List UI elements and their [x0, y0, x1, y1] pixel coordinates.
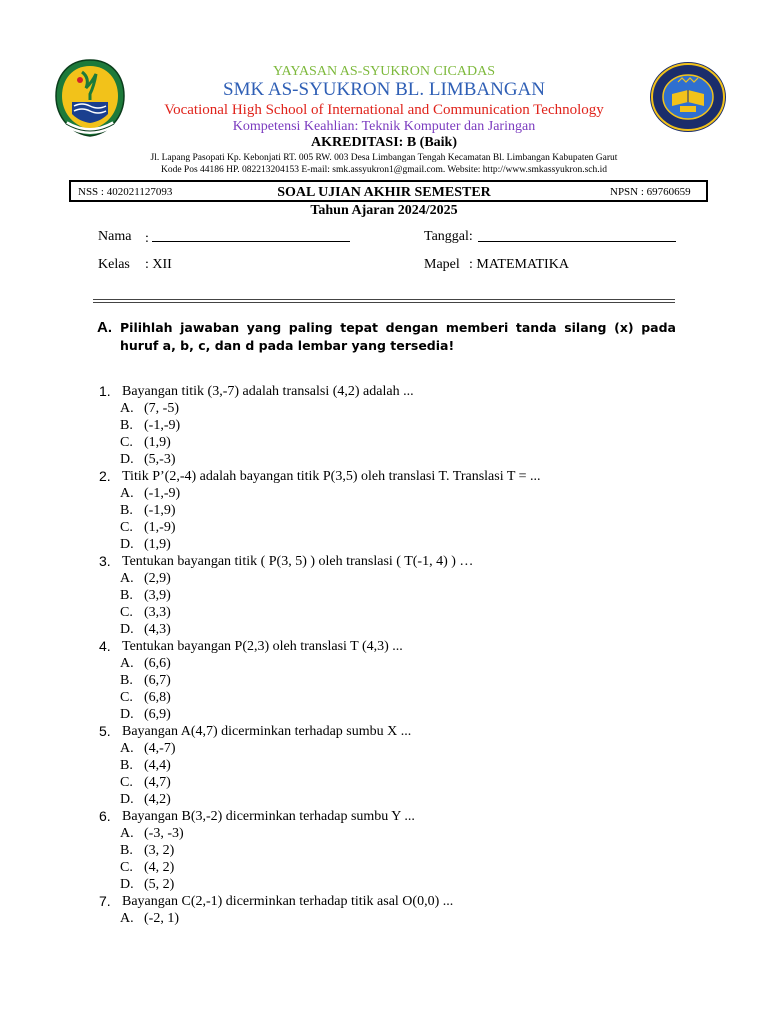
question-1: [0, 383, 768, 468]
option-text: (7, -5): [144, 401, 179, 416]
option-text: (1,9): [144, 435, 171, 450]
answer-option[interactable]: [0, 876, 768, 893]
answer-option[interactable]: [0, 774, 768, 791]
option-text: (6,8): [144, 690, 171, 705]
option-letter: A.: [120, 911, 134, 926]
answer-option[interactable]: [0, 689, 768, 706]
answer-option[interactable]: [0, 655, 768, 672]
question-number: 1.: [99, 383, 111, 399]
option-text: (4,4): [144, 758, 171, 773]
answer-option[interactable]: [0, 570, 768, 587]
answer-option[interactable]: [0, 842, 768, 859]
option-text: (4,3): [144, 622, 171, 637]
nama-colon: :: [145, 231, 153, 246]
option-letter: B.: [120, 673, 133, 688]
answer-option[interactable]: [0, 740, 768, 757]
answer-option[interactable]: [0, 485, 768, 502]
option-text: (4, 2): [144, 860, 175, 875]
answer-option[interactable]: [0, 434, 768, 451]
question-number: 7.: [99, 893, 111, 909]
option-text: (1,9): [144, 537, 171, 552]
option-text: (3, 2): [144, 843, 175, 858]
question-text: Tentukan bayangan titik ( P(3, 5) ) oleh translasi ( T(-1, 4) ) …: [122, 554, 474, 569]
option-text: (-2, 1): [144, 911, 179, 926]
option-letter: B.: [120, 843, 133, 858]
tanggal-label: Tanggal:: [424, 229, 473, 244]
mapel-label: Mapel: [424, 257, 460, 272]
question-number: 3.: [99, 553, 111, 569]
option-text: (3,3): [144, 605, 171, 620]
option-text: (1,-9): [144, 520, 176, 535]
vocational-subtitle: Vocational High School of International and Communication Technology: [164, 102, 604, 118]
mapel-value: : MATEMATIKA: [469, 257, 569, 272]
question-text: Bayangan C(2,-1) dicerminkan terhadap titik asal O(0,0) ...: [122, 894, 454, 909]
section-instruction: Pilihlah jawaban yang paling tepat dengan memberi tanda silang (x) pada huruf a, b, c, dan d pada lembar yang tersedia!: [120, 320, 676, 353]
nama-label: Nama: [98, 229, 132, 244]
answer-option[interactable]: [0, 451, 768, 468]
section-letter: A.: [97, 319, 112, 336]
option-letter: C.: [120, 435, 133, 450]
answer-option[interactable]: [0, 417, 768, 434]
option-text: (5,-3): [144, 452, 176, 467]
option-letter: C.: [120, 605, 133, 620]
question-5: [0, 723, 768, 808]
answer-option[interactable]: [0, 672, 768, 689]
option-letter: C.: [120, 690, 133, 705]
question-number: 4.: [99, 638, 111, 654]
answer-option[interactable]: [0, 791, 768, 808]
option-letter: C.: [120, 860, 133, 875]
option-letter: A.: [120, 571, 134, 586]
nss-number: NSS : 402021127093: [78, 186, 173, 198]
option-text: (6,6): [144, 656, 171, 671]
academic-year: Tahun Ajaran 2024/2025: [310, 203, 458, 218]
question-text: Bayangan titik (3,-7) adalah transalsi (4,2) adalah ...: [122, 384, 414, 399]
npsn-number: NPSN : 69760659: [610, 186, 691, 198]
accreditation-line: AKREDITASI: B (Baik): [311, 135, 457, 150]
competency-line: Kompetensi Keahlian: Teknik Komputer dan Jaringan: [232, 119, 536, 134]
question-3: [0, 553, 768, 638]
option-text: (-1,9): [144, 503, 176, 518]
question-2: [0, 468, 768, 553]
question-list: [0, 383, 768, 927]
option-letter: B.: [120, 418, 133, 433]
option-letter: A.: [120, 741, 134, 756]
question-number: 2.: [99, 468, 111, 484]
option-letter: D.: [120, 622, 134, 637]
answer-option[interactable]: [0, 519, 768, 536]
option-letter: D.: [120, 452, 134, 467]
option-text: (4,7): [144, 775, 171, 790]
option-letter: C.: [120, 520, 133, 535]
answer-option[interactable]: [0, 757, 768, 774]
question-4: [0, 638, 768, 723]
nama-field[interactable]: [145, 229, 350, 247]
foundation-name: YAYASAN AS-SYUKRON CICADAS: [273, 64, 495, 79]
option-text: (4,-7): [144, 741, 176, 756]
question-6: [0, 808, 768, 893]
option-letter: C.: [120, 775, 133, 790]
address-line-1: Jl. Lapang Pasopati Kp. Kebonjati RT. 005 RW. 003 Desa Limbangan Tengah Kecamatan Bl. Limbangan Kabupaten Garut: [150, 153, 618, 163]
option-text: (5, 2): [144, 877, 175, 892]
option-letter: A.: [120, 401, 134, 416]
question-text: Titik P’(2,-4) adalah bayangan titik P(3,5) oleh translasi T. Translasi T = ...: [122, 469, 541, 484]
answer-option[interactable]: [0, 400, 768, 417]
answer-option[interactable]: [0, 910, 768, 927]
option-letter: B.: [120, 503, 133, 518]
tanggal-blank-line: [478, 229, 676, 242]
answer-option[interactable]: [0, 706, 768, 723]
option-letter: B.: [120, 758, 133, 773]
option-text: (3,9): [144, 588, 171, 603]
header-divider-thin: [93, 302, 675, 303]
tanggal-field[interactable]: [478, 229, 676, 247]
option-text: (-3, -3): [144, 826, 184, 841]
answer-option[interactable]: [0, 859, 768, 876]
option-text: (-1,-9): [144, 486, 181, 501]
answer-option[interactable]: [0, 536, 768, 553]
option-letter: A.: [120, 826, 134, 841]
question-text: Tentukan bayangan P(2,3) oleh translasi T (4,3) ...: [122, 639, 403, 654]
option-text: (2,9): [144, 571, 171, 586]
option-letter: A.: [120, 656, 134, 671]
option-text: (6,7): [144, 673, 171, 688]
question-number: 6.: [99, 808, 111, 824]
school-name: SMK AS-SYUKRON BL. LIMBANGAN: [223, 79, 545, 100]
question-text: Bayangan A(4,7) dicerminkan terhadap sumbu X ...: [122, 724, 412, 739]
option-letter: D.: [120, 877, 134, 892]
answer-option[interactable]: [0, 587, 768, 604]
question-number: 5.: [99, 723, 111, 739]
kelas-value: : XII: [145, 257, 172, 272]
option-letter: D.: [120, 707, 134, 722]
option-letter: A.: [120, 486, 134, 501]
address-line-2: Kode Pos 44186 HP. 082213204153 E-mail: smk.assyukron1@gmail.com. Website: http://www.smkassyukron.sch.id: [160, 165, 608, 175]
question-7: [0, 893, 768, 927]
answer-option[interactable]: [0, 502, 768, 519]
answer-option[interactable]: [0, 621, 768, 638]
question-text: Bayangan B(3,-2) dicerminkan terhadap sumbu Y ...: [122, 809, 415, 824]
kelas-label: Kelas: [98, 257, 130, 272]
answer-option[interactable]: [0, 825, 768, 842]
exam-title: SOAL UJIAN AKHIR SEMESTER: [277, 185, 491, 200]
option-text: (-1,-9): [144, 418, 181, 433]
answer-option[interactable]: [0, 604, 768, 621]
option-text: (6,9): [144, 707, 171, 722]
header-divider: [93, 299, 675, 300]
option-letter: B.: [120, 588, 133, 603]
option-text: (4,2): [144, 792, 171, 807]
option-letter: D.: [120, 792, 134, 807]
nama-blank-line: [152, 229, 350, 242]
option-letter: D.: [120, 537, 134, 552]
